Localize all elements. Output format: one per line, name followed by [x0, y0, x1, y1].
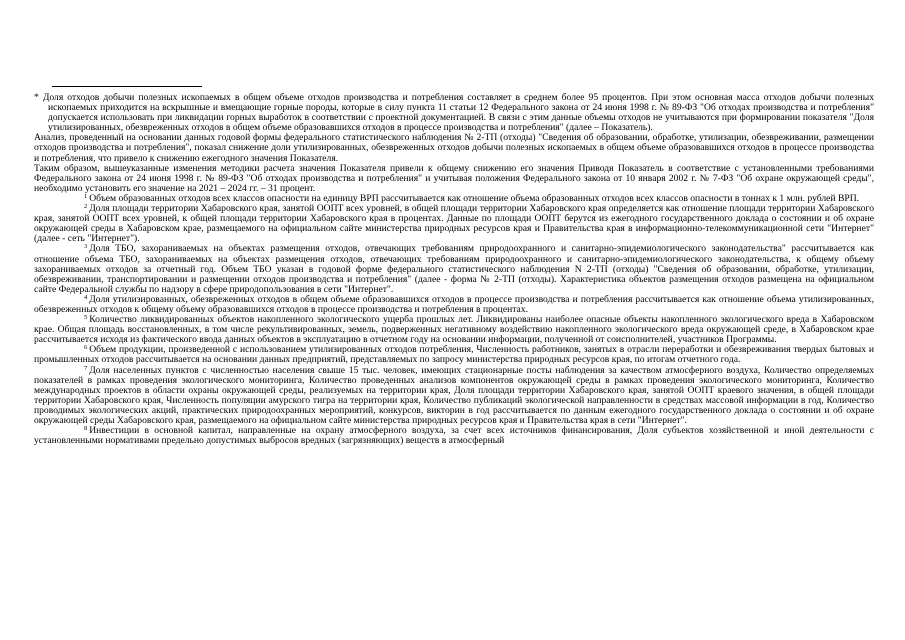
footnote-conclusion: Таким образом, вышеуказанные изменения методики расчета значения Показателя привели к общему снижению его значения Приводя Показатель в соответствие с установленными требованиями Федерального закона от 24 июня 1998 г. № 89-ФЗ "Об отходах производства и потребления" и учитывая положения Федерального закона от 10 января 2002 г. № 7-ФЗ "Об охране окружающей среды", необходимо установить его значение на 2021 – 2024 гг. – 31 процент. — [34, 162, 874, 194]
footnote-text: Доля ТБО, захораниваемых на объектах размещения отходов, отвечающих требованиям природоохранного и санитарно-эпидемиологического законодательства" рассчитывается как отношение объема ТБО, захораниваемых на объектах размещения отходов, отвечающих требованиям природоохранного и санитарно-эпидемиологического законодательства, к общему объему захораниваемых отходов за отчетный год. Объем ТБО указан в годовой форме федерального статистического наблюдения N 2-ТП (отходы) "Сведения об образовании, обработке, утилизации, обезвреживании, транспортировании и размещении отходов производства и потребления" (далее - форма № 2-ТП (отходы). Характеристика объектов размещения отходов размещена на официальном сайте Федеральной службы по надзору в сфере природопользования в сети "Интернет". — [34, 243, 874, 295]
footnote-8 — [34, 426, 874, 446]
footnote-number: 5 — [84, 314, 88, 322]
footnote-2 — [34, 204, 874, 244]
footnote-number: 4 — [84, 293, 88, 301]
footnote-text: Доля населенных пунктов с численностью населения свыше 15 тыс. человек, имеющих стационарные посты наблюдения за качеством атмосферного воздуха, Количество определяемых показателей в рамках проведения экологического мониторинга, Количество проведенных анализов компонентов окружающей среды в рамках проведения экологического мониторинга, Количество международных проектов в области охраны окружающей среды, реализуемых на территории края, Доля площади территории Хабаровского края, занятой ООПТ краевого значения, в общей площади территории Хабаровского края, Численность популяции амурского тигра на территории края, Количество публикаций экологической направленности в средствах массовой информации в год, Количество проводимых экологических акций, практических природоохранных мероприятий, конкурсов, викторин в год рассчитывается по данным ежегодного государственного доклада о состоянии и об охране окружающей среды Хабаровского края, размещаемого на официальном сайте министерства природных ресурсов края и Правительства края в сети "Интернет". — [34, 364, 874, 426]
footnote-7 — [34, 366, 874, 427]
footnote-4 — [34, 295, 874, 315]
footnote-number: 3 — [84, 243, 88, 251]
footnote-text: Доля площади территории Хабаровского края, занятой ООПТ всех уровней, в общей площади территории Хабаровского края определяется как отношение площади территории Хабаровского края, занятой ООПТ всех уровней, к общей площади территории Хабаровского края в процентах. Данные по площади ООПТ берутся из ежегодного государственного доклада о состоянии и об охране окружающей среды в Хабаровском крае, размещаемого на официальном сайте министерства природных ресурсов края и Правительства края в информационно-телекоммуникационной сети "Интернет" (далее - сеть "Интернет"). — [34, 203, 874, 245]
footnote-6 — [34, 345, 874, 365]
footnote-star: * Доля отходов добычи полезных ископаемых в общем объеме отходов производства и потребления составляет в среднем более 95 процентов. При этом основная масса отходов добычи полезных ископаемых приходится на вскрышные и вмещающие горные породы, которые в силу пункта 11 статьи 12 Федерального закона от 24 июня 1998 г. № 89-ФЗ "Об отходах производства и потребления" допускается использовать при ликвидации горных выработок в соответствии с проектной документацией. В связи с этим данные объемы отходов не учитываются при формировании показателя "Доля утилизированных, обезвреженных отходов в общем объеме образовавшихся отходов в процессе производства и потребления" (далее – Показатель). — [34, 92, 874, 134]
footnote-text: Количество ликвидированных объектов накопленного экологического ущерба прошлых лет. Ликвидированы наиболее опасные объекты накопленного экологического вреда в Хабаровском крае. Общая площадь восстановленных, в том числе рекультивированных, земель, подверженных негативному воздействию накопленного экологического вреда окружающей среде, в Хабаровском крае рассчитывается исходя из фактического ввода данных объектов в эксплуатацию в отчетном году на основании информации, полученной от соисполнителей, участников Программы. — [34, 314, 874, 346]
document-page — [34, 86, 874, 446]
footnote-text: Инвестиции в основной капитал, направленные на охрану атмосферного воздуха, за счет всех источников финансирования, Доля субъектов хозяйственной и иной деятельности с установленными нормативами предельно допустимых выбросов вредных (загрязняющих) веществ в атмосферный — [34, 425, 874, 447]
footnote-number: 2 — [84, 203, 88, 211]
footnote-analysis: Анализ, проведенный на основании данных годовой формы федерального статистического наблюдения № 2-ТП (отходы) "Сведения об образовании, обработке, утилизации, обезвреживании, размещении отходов производства и потребления", показал снижение доли утилизированных, обезвреженных отходов добычи полезных ископаемых в общем объеме образовавшихся отходов в процессе производства и потребления, что привело к снижению ежегодного значения Показателя. — [34, 132, 874, 164]
footnote-number: 8 — [84, 425, 88, 433]
footnote-text: Объем продукции, произведенной с использованием утилизированных отходов потребления, Численность работников, занятых в отрасли переработки и обезвреживания твердых бытовых и промышленных отходов рассчитывается на основании данных предприятий, представляемых по запросу министерства природных ресурсов края, по итогам отчетного года. — [34, 344, 874, 366]
footnote-text: Объем образованных отходов всех классов опасности на единицу ВРП рассчитывается как отношение объема образованных отходов всех классов опасности в тоннах к 1 млн. рублей ВРП. — [89, 192, 860, 204]
footnote-separator — [52, 86, 202, 87]
footnote-number: 6 — [84, 344, 88, 352]
footnote-number: 7 — [84, 364, 88, 372]
footnote-5 — [34, 315, 874, 345]
footnote-text: Доля утилизированных, обезвреженных отходов в общем объеме образовавшихся отходов в процессе производства и потребления рассчитывается как отношение объема утилизированных, обезвреженных отходов к общему объему образовавшихся отходов в процессе производства и потребления в процентах. — [34, 293, 874, 315]
footnote-3 — [34, 244, 874, 294]
footnote-number: 1 — [84, 192, 88, 200]
